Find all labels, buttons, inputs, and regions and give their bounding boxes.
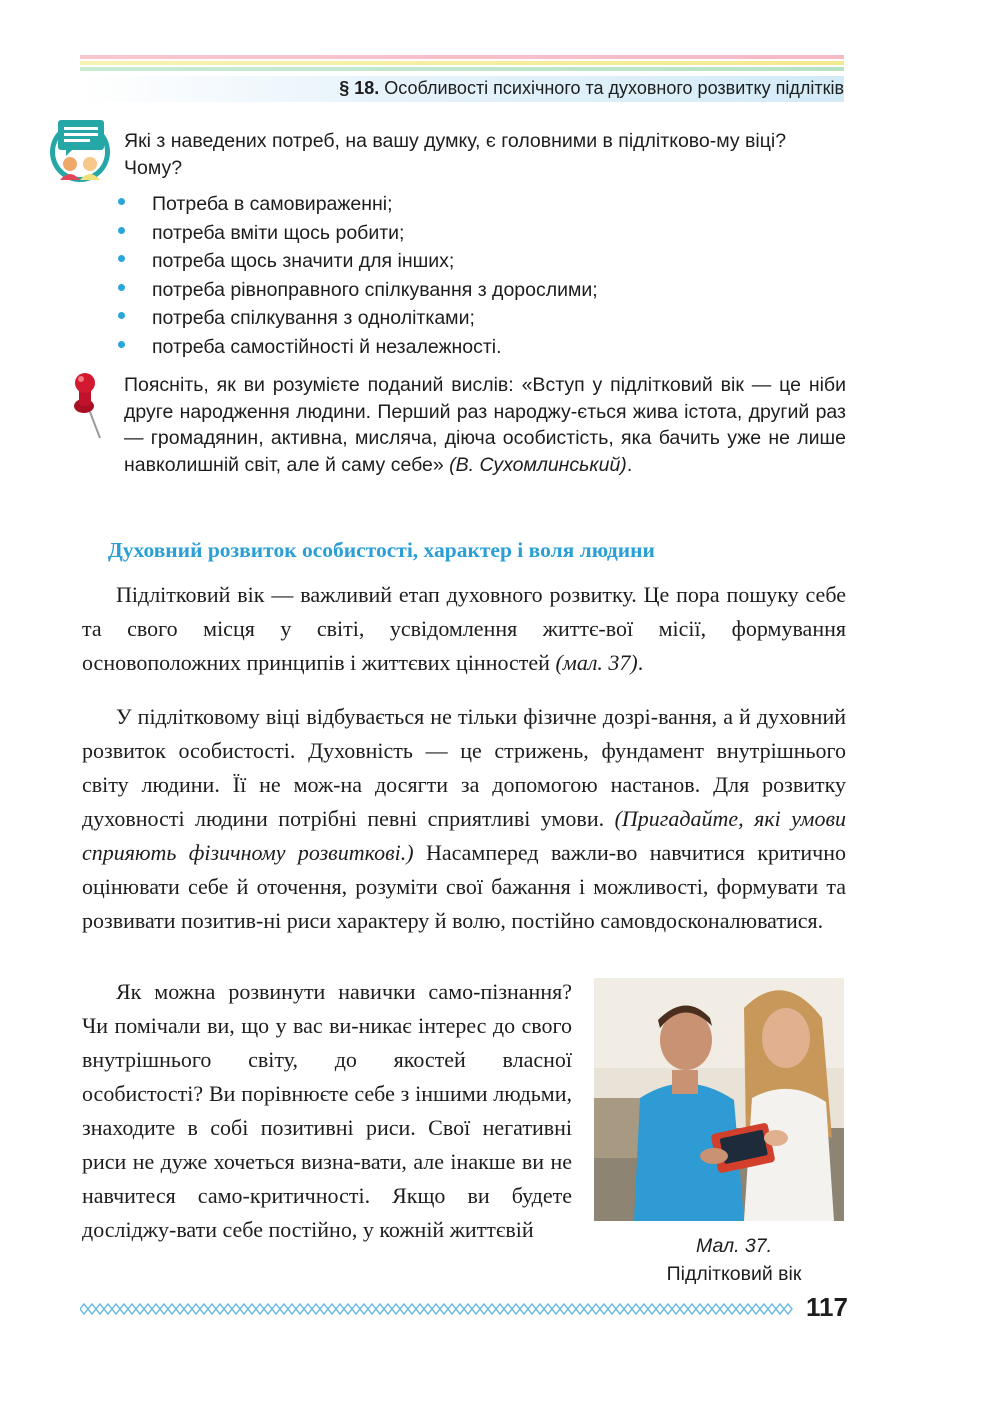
list-item: Потреба в самовираженні; (118, 193, 818, 222)
footer-ornament (80, 1301, 796, 1317)
list-item: потреба рівноправного спілкування з дорослими; (118, 279, 818, 308)
figure-caption-text: Підлітковий вік (666, 1263, 802, 1285)
figure-number: Мал. 37. (695, 1235, 773, 1257)
running-header (339, 78, 844, 99)
bullet-dot-icon (118, 227, 125, 234)
question-2-text: Поясніть, як ви розумієте поданий вислів: «Вступ у підлітковий вік — це ніби друге народження людини. Перший раз народжу-ється жива істота, другий раз — громадянин, активна, мисляча, діюча особистість, яка бачить уже не лише навколишній світ, але й саму себе» (В. Сухомлинський). (124, 374, 846, 476)
header-title: Особливості психічного та духовного розвитку підлітків (384, 78, 844, 98)
figure-reference: (мал. 37) (555, 650, 638, 675)
discussion-chat-icon (48, 118, 112, 184)
list-item: потреба спілкування з однолітками; (118, 307, 818, 336)
reminder-note: (Пригадайте, які умови сприяють фізичному розвиткові.) (82, 806, 847, 865)
paragraph: Підлітковий вік — важливий етап духовного розвитку. Це пора пошуку себе та свого місця у світі, усвідомлення життє-вої місії, формування основоположних принципів і життєвих цінностей (мал. 37). (82, 582, 846, 675)
bullet-dot-icon (118, 255, 125, 262)
bullet-dot-icon (118, 284, 125, 291)
needs-list (118, 193, 818, 364)
paragraph: У підлітковому віці відбувається не тільки фізичне дозрі-вання, а й духовний розвиток особистості. Духовність — це стрижень, фундамент внутрішнього світу людини. Її не мож-на досягти за допомогою настанов. Для розвитку духовності людини потрібні певні сприятливі умови. (Пригадайте, які умови сприяють фізичному розвиткові.) Насамперед важли-во навчитися критично оцінювати себе й оточення, розуміти свої бажання і можливості, формувати та розвивати позитив-ні риси характеру й волю, постійно самовдосконалюватися. (82, 704, 847, 933)
paragraph: Як можна розвинути навички само-пізнання? Чи помічали ви, що у вас ви-никає інтерес до свого внутрішнього світу, до якостей власної особистості? Ви порівнюєте себе з іншими людьми, знаходите в собі позитивні риси. Свої негативні риси не дуже хочеться визна-вати, але інакше ви не навчитеся само-критичності. Якщо ви будете досліджу-вати себе постійно, у кожній життєвій (82, 979, 572, 1242)
header-stripes (80, 55, 844, 73)
bullet-dot-icon (118, 312, 125, 319)
list-item: потреба самостійності й незалежності. (118, 336, 818, 365)
question-1-text: Які з наведених потреб, на вашу думку, є головними в підлітково-му віці? Чому? (124, 130, 787, 179)
pushpin-icon (70, 372, 108, 440)
teenagers-photo (594, 978, 844, 1221)
figure-caption (594, 1232, 874, 1288)
section-mark: § 18. (339, 78, 380, 98)
bullet-dot-icon (118, 341, 125, 348)
page-number: 117 (806, 1292, 848, 1322)
bullet-dot-icon (118, 198, 125, 205)
list-item: потреба щось значити для інших; (118, 250, 818, 279)
list-item: потреба вміти щось робити; (118, 222, 818, 251)
quote-author: (В. Сухомлинський) (449, 453, 627, 476)
section-heading: Духовний розвиток особистості, характер і воля людини (108, 538, 655, 562)
